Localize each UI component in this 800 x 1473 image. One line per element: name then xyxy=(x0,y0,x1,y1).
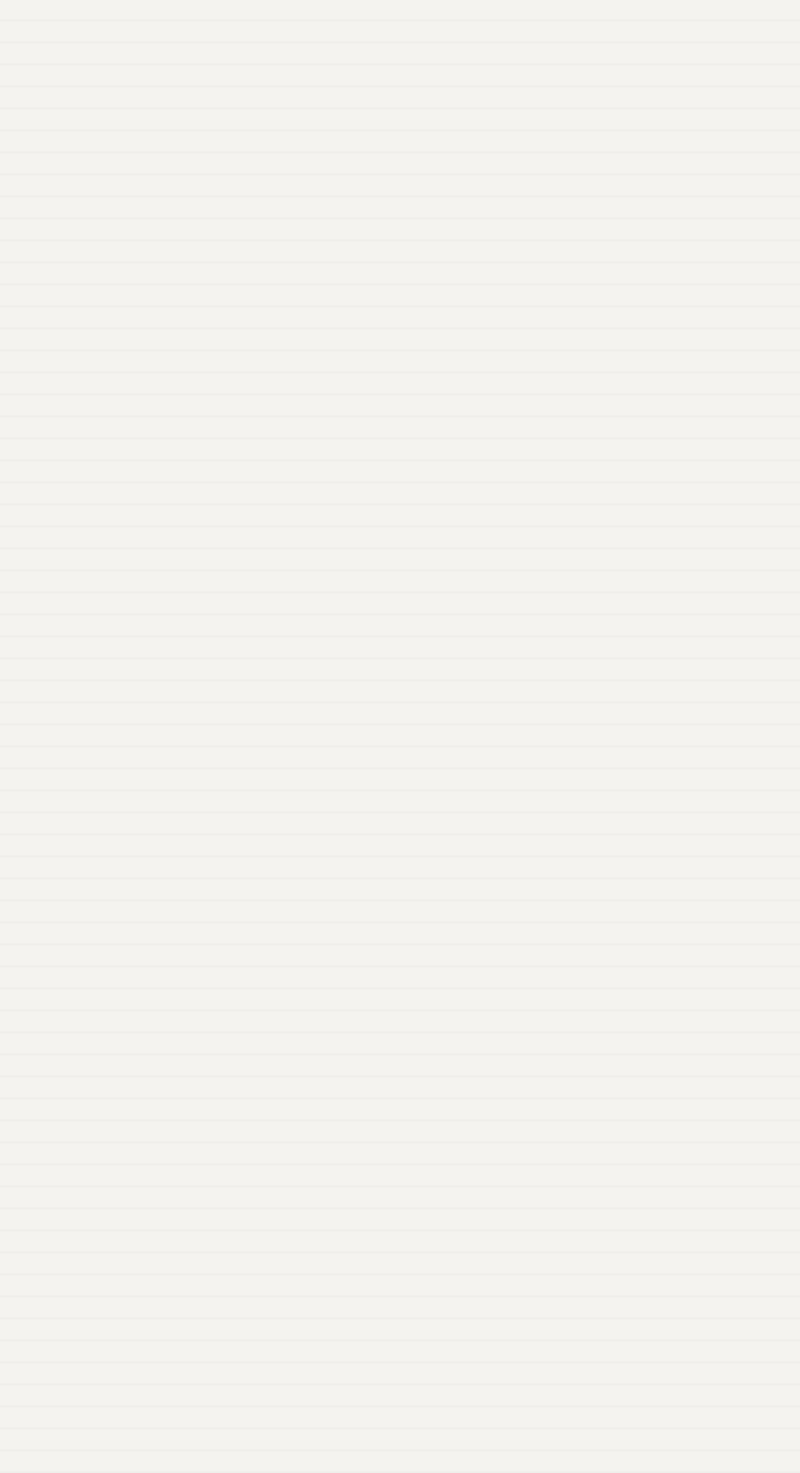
mutation-row xyxy=(94,588,784,610)
mutation-row xyxy=(94,805,784,827)
mutation-row xyxy=(94,684,784,706)
mutation-row xyxy=(94,733,784,755)
mutation-row xyxy=(94,636,784,658)
mutation-row xyxy=(94,781,784,803)
mutation-row xyxy=(94,660,784,682)
mutation-row xyxy=(94,1268,784,1290)
mutation-row xyxy=(94,1151,784,1173)
mutation-row xyxy=(94,1033,784,1055)
mutation-row xyxy=(94,892,784,914)
mutation-row xyxy=(94,1104,784,1126)
mutation-row xyxy=(94,612,784,634)
mutation-row xyxy=(94,1057,784,1079)
mutation-row xyxy=(94,757,784,779)
mutation-row xyxy=(94,1221,784,1243)
mutation-row xyxy=(94,963,784,985)
mutation-row xyxy=(94,939,784,961)
mutation-row xyxy=(94,1330,784,1352)
mutation-row xyxy=(94,1198,784,1220)
mutation-row xyxy=(94,1174,784,1196)
mutation-row xyxy=(94,1080,784,1102)
page-header xyxy=(62,50,752,80)
mutation-row xyxy=(94,916,784,938)
mutation-row xyxy=(94,829,784,851)
mutation-row xyxy=(94,1010,784,1032)
mutation-row xyxy=(94,986,784,1008)
mutation-row xyxy=(94,1127,784,1149)
mutation-row xyxy=(94,1245,784,1267)
mutation-row xyxy=(94,709,784,731)
